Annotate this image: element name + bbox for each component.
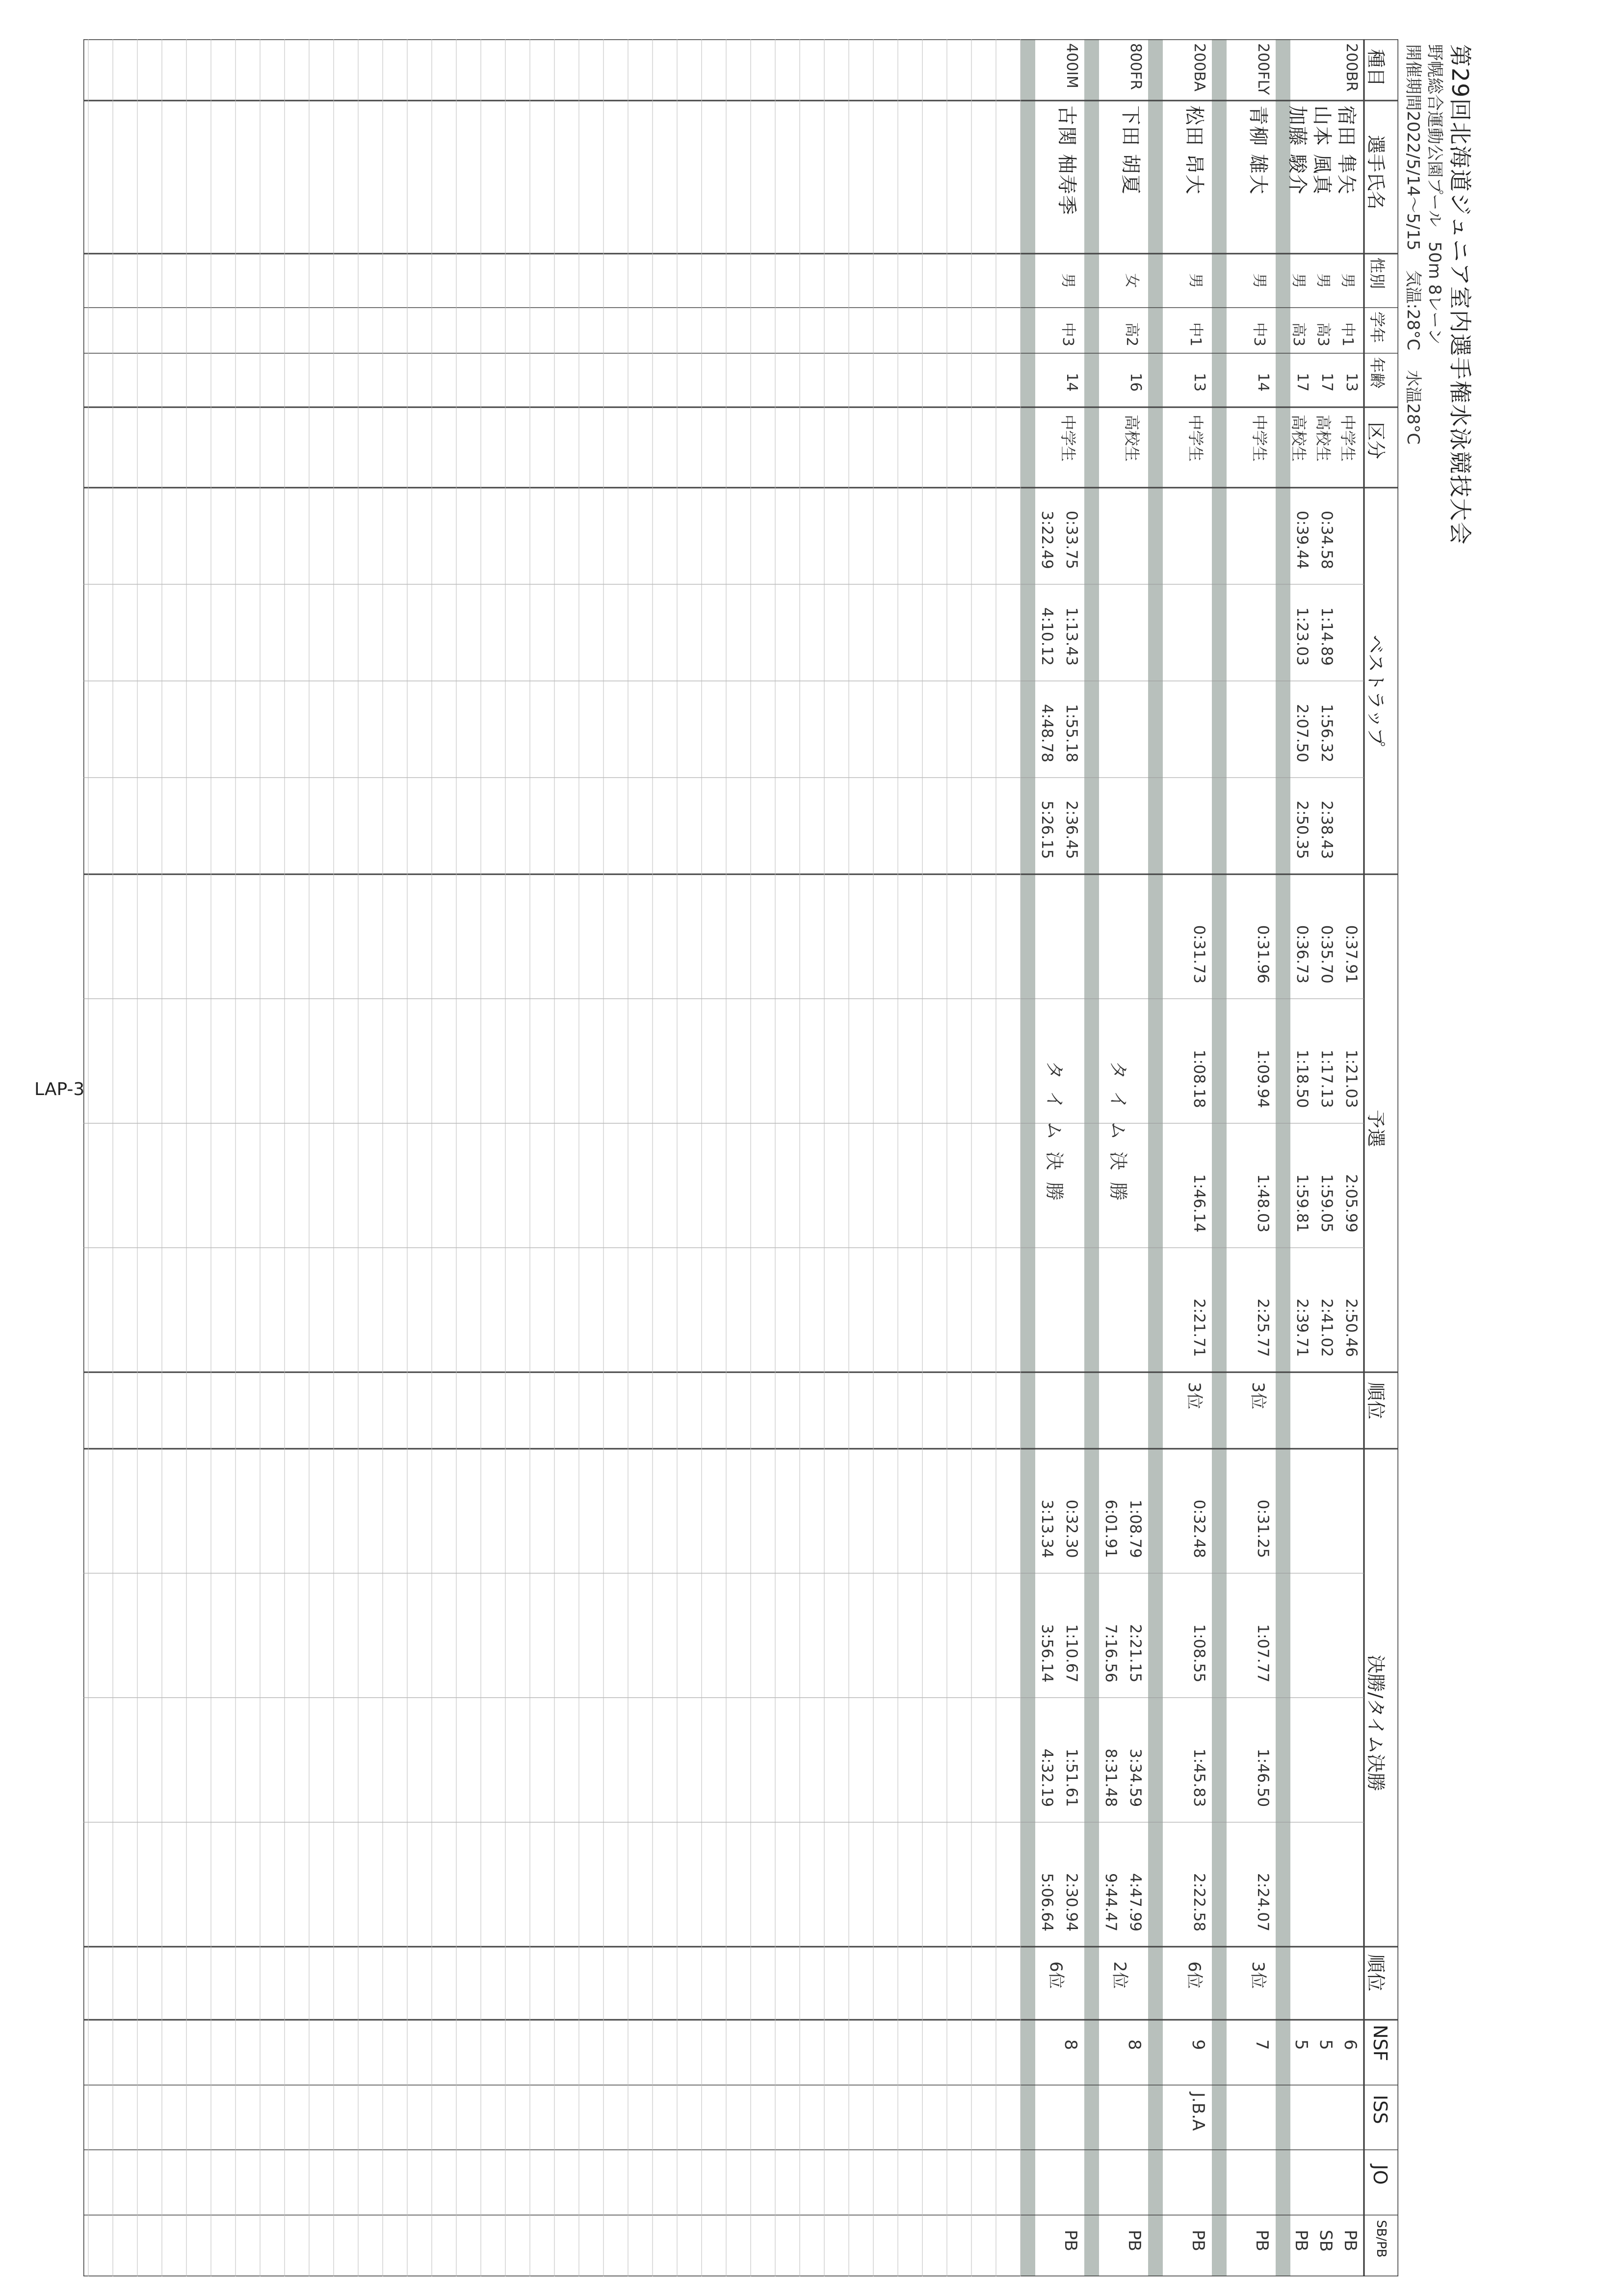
cell-prelim-lap: 1:46.14 — [1190, 1174, 1208, 1233]
cell-prelim-lap: 1:21.03 — [1342, 1049, 1360, 1108]
meet-title: 第29回北海道ジュニア室内選手権水泳競技大会 — [1447, 44, 1473, 546]
cell-final-lap: 1:10.67 — [1063, 1624, 1080, 1683]
cell-event: 400IM — [1063, 43, 1080, 88]
cell-event: 200BA — [1191, 43, 1208, 92]
cell-final-lap: 8:31.48 — [1102, 1748, 1120, 1807]
cell-best-lap: 1:13.43 — [1063, 607, 1080, 666]
cell-division: 高校生 — [1123, 415, 1141, 462]
cell-final-lap: 5:06.64 — [1038, 1873, 1056, 1931]
cell-prelim-lap: 1:08.18 — [1190, 1049, 1208, 1108]
cell-final-lap: 0:32.48 — [1190, 1499, 1208, 1558]
cell-final-lap: 3:13.34 — [1038, 1499, 1056, 1558]
cell-final-lap: 9:44.47 — [1102, 1873, 1120, 1931]
header-prelim-rank: 順位 — [1365, 1382, 1387, 1420]
water-temp: 水温28°C — [1403, 370, 1423, 445]
cell-sbpb: PB — [1188, 2230, 1208, 2251]
row-separator-band — [1276, 39, 1290, 2276]
venue-line — [1424, 44, 1448, 344]
cell-prelim-lap: 1:48.03 — [1254, 1174, 1272, 1233]
cell-nsf: 5 — [1291, 2039, 1311, 2050]
cell-prelim-note: タイム決勝 — [1044, 1061, 1065, 1213]
cell-final-lap: 2:22.58 — [1190, 1873, 1208, 1931]
cell-nsf: 8 — [1125, 2039, 1144, 2050]
cell-final-lap: 1:46.50 — [1254, 1748, 1272, 1807]
cell-sbpb: PB — [1291, 2230, 1311, 2251]
header-iss: ISS — [1369, 2095, 1391, 2124]
cell-age: 13 — [1343, 373, 1360, 392]
cell-age: 17 — [1294, 373, 1311, 392]
cell-best-lap: 3:22.49 — [1038, 511, 1056, 569]
cell-nsf: 8 — [1061, 2039, 1080, 2050]
cell-name: 加藤 駿介 — [1286, 105, 1309, 195]
cell-prelim-note: タイム決勝 — [1107, 1061, 1129, 1213]
cell-sbpb: PB — [1061, 2230, 1080, 2251]
cell-final-lap: 1:08.79 — [1126, 1499, 1144, 1558]
cell-final-lap: 1:51.61 — [1063, 1748, 1080, 1807]
header-final: 決勝/タイム決勝 — [1365, 1655, 1387, 1792]
cell-division: 中学生 — [1186, 415, 1205, 462]
header-event: 種目 — [1365, 49, 1387, 87]
cell-event: 200BR — [1343, 43, 1360, 92]
cell-best-lap: 0:34.58 — [1318, 511, 1336, 569]
cell-grade: 中1 — [1339, 322, 1356, 347]
cell-grade: 中3 — [1059, 322, 1076, 347]
cell-prelim-rank: 3位 — [1184, 1382, 1204, 1409]
cell-prelim-lap: 1:17.13 — [1318, 1049, 1336, 1108]
row-separator-band — [1084, 39, 1099, 2276]
cell-prelim-lap: 0:35.70 — [1318, 925, 1336, 984]
cell-age: 13 — [1191, 373, 1208, 392]
header-final-rank: 順位 — [1365, 1954, 1387, 1992]
cell-final-rank: 2位 — [1110, 1961, 1129, 1989]
cell-iss: J.B.A — [1188, 2092, 1208, 2131]
cell-prelim-lap: 1:18.50 — [1293, 1049, 1311, 1108]
cell-sbpb: PB — [1125, 2230, 1144, 2251]
cell-sex: 男 — [1251, 273, 1268, 288]
header-name: 選手氏名 — [1365, 135, 1387, 210]
cell-division: 高校生 — [1289, 415, 1308, 462]
cell-sbpb: SB — [1316, 2230, 1336, 2252]
cell-best-lap: 2:07.50 — [1293, 704, 1311, 762]
row-separator-band — [1148, 39, 1163, 2276]
cell-best-lap: 5:26.15 — [1038, 801, 1056, 859]
cell-prelim-lap: 0:31.96 — [1254, 925, 1272, 984]
cell-nsf: 9 — [1188, 2039, 1208, 2050]
cell-final-lap: 4:47.99 — [1126, 1873, 1144, 1931]
cell-age: 14 — [1063, 373, 1080, 392]
cell-age: 14 — [1255, 373, 1272, 392]
cell-final-rank: 6位 — [1184, 1961, 1204, 1989]
cell-best-lap: 2:36.45 — [1063, 801, 1080, 859]
cell-final-lap: 2:21.15 — [1126, 1624, 1144, 1683]
cell-final-lap: 2:24.07 — [1254, 1873, 1272, 1931]
header-division: 区分 — [1365, 422, 1387, 460]
cell-division: 中学生 — [1338, 415, 1357, 462]
cell-sex: 男 — [1339, 273, 1356, 288]
cell-final-lap: 2:30.94 — [1063, 1873, 1080, 1931]
cell-sex: 男 — [1290, 273, 1307, 288]
cell-final-lap: 0:31.25 — [1254, 1499, 1272, 1558]
cell-final-lap: 6:01.91 — [1102, 1499, 1120, 1558]
cell-name: 古関 柚寿季 — [1055, 105, 1078, 216]
header-grade: 学年 — [1368, 312, 1387, 343]
cell-prelim-lap: 2:39.71 — [1293, 1299, 1311, 1357]
air-temp: 気温:28°C — [1403, 270, 1423, 351]
header-prelim: 予選 — [1365, 1110, 1387, 1148]
header-nsf: NSF — [1369, 2025, 1391, 2061]
cell-prelim-rank: 3位 — [1248, 1382, 1268, 1409]
page-footer: LAP-3 — [34, 1079, 85, 1099]
meet-period: 開催期間2022/5/14～5/15 — [1403, 44, 1423, 251]
cell-grade: 高3 — [1290, 322, 1307, 347]
cell-best-lap: 0:33.75 — [1063, 511, 1080, 569]
cell-best-lap: 0:39.44 — [1293, 511, 1311, 569]
cell-final-rank: 3位 — [1248, 1961, 1268, 1989]
header-sex: 性別 — [1368, 258, 1387, 289]
cell-sex: 男 — [1314, 273, 1332, 288]
cell-final-lap: 1:07.77 — [1254, 1624, 1272, 1683]
cell-final-lap: 4:32.19 — [1038, 1748, 1056, 1807]
cell-event: 200FLY — [1255, 43, 1272, 95]
cell-sex: 女 — [1123, 273, 1140, 288]
cell-sex: 男 — [1187, 273, 1204, 288]
row-separator-band — [1021, 39, 1035, 2276]
cell-sbpb: PB — [1340, 2230, 1360, 2251]
cell-grade: 高3 — [1314, 322, 1332, 347]
cell-division: 中学生 — [1250, 415, 1269, 462]
cell-prelim-lap: 1:59.05 — [1318, 1174, 1336, 1233]
cell-name: 青柳 雄大 — [1247, 105, 1269, 195]
cell-prelim-lap: 2:05.99 — [1342, 1174, 1360, 1233]
pool-info: 50m 8レーン — [1425, 241, 1444, 345]
cell-nsf: 5 — [1316, 2039, 1336, 2050]
cell-grade: 高2 — [1123, 322, 1140, 347]
cell-nsf: 6 — [1340, 2039, 1360, 2050]
cell-final-lap: 0:32.30 — [1063, 1499, 1080, 1558]
cell-final-lap: 1:08.55 — [1190, 1624, 1208, 1683]
cell-final-lap: 7:16.56 — [1102, 1624, 1120, 1683]
cell-best-lap: 1:14.89 — [1318, 607, 1336, 666]
sheet-header — [1398, 39, 1472, 2276]
cell-best-lap: 2:38.43 — [1318, 801, 1336, 859]
cell-prelim-lap: 1:09.94 — [1254, 1049, 1272, 1108]
cell-prelim-lap: 0:31.73 — [1190, 925, 1208, 984]
results-table — [83, 39, 1398, 2276]
header-jo: JO — [1369, 2165, 1391, 2185]
header-sbpb: SB/PB — [1374, 2220, 1388, 2258]
cell-name: 山本 風真 — [1310, 105, 1333, 195]
lap-sheet — [83, 39, 1472, 2276]
period-line — [1403, 44, 1427, 464]
cell-best-lap: 4:10.12 — [1038, 607, 1056, 666]
cell-final-lap: 1:45.83 — [1190, 1748, 1208, 1807]
cell-prelim-lap: 0:36.73 — [1293, 925, 1311, 984]
cell-best-lap: 1:23.03 — [1293, 607, 1311, 666]
cell-final-lap: 3:34.59 — [1126, 1748, 1144, 1807]
cell-name: 宿田 隼矢 — [1335, 105, 1358, 195]
cell-name: 松田 昂大 — [1183, 105, 1205, 195]
cell-sbpb: PB — [1252, 2230, 1272, 2251]
cell-final-rank: 6位 — [1046, 1961, 1066, 1989]
cell-nsf: 7 — [1252, 2039, 1272, 2050]
venue-name: 野幌総合運動公園プール — [1425, 44, 1444, 227]
cell-best-lap: 1:56.32 — [1318, 704, 1336, 762]
cell-grade: 中1 — [1187, 322, 1204, 347]
cell-prelim-lap: 2:25.77 — [1254, 1299, 1272, 1357]
cell-best-lap: 1:55.18 — [1063, 704, 1080, 762]
cell-age: 17 — [1318, 373, 1336, 392]
cell-best-lap: 4:48.78 — [1038, 704, 1056, 762]
header-best-lap: ベストラップ — [1365, 635, 1387, 747]
cell-age: 16 — [1127, 373, 1144, 392]
cell-prelim-lap: 1:59.81 — [1293, 1174, 1311, 1233]
cell-name: 下田 胡夏 — [1119, 105, 1142, 195]
cell-event: 800FR — [1127, 43, 1144, 90]
cell-grade: 中3 — [1251, 322, 1268, 347]
cell-final-lap: 3:56.14 — [1038, 1624, 1056, 1683]
cell-prelim-lap: 2:41.02 — [1318, 1299, 1336, 1357]
cell-division: 中学生 — [1059, 415, 1077, 462]
cell-prelim-lap: 0:37.91 — [1342, 925, 1360, 984]
cell-best-lap: 2:50.35 — [1293, 801, 1311, 859]
cell-sex: 男 — [1059, 273, 1076, 288]
cell-prelim-lap: 2:50.46 — [1342, 1299, 1360, 1357]
cell-division: 高校生 — [1314, 415, 1333, 462]
cell-prelim-lap: 2:21.71 — [1190, 1299, 1208, 1357]
row-separator-band — [1212, 39, 1227, 2276]
header-age: 年齢 — [1368, 357, 1387, 389]
